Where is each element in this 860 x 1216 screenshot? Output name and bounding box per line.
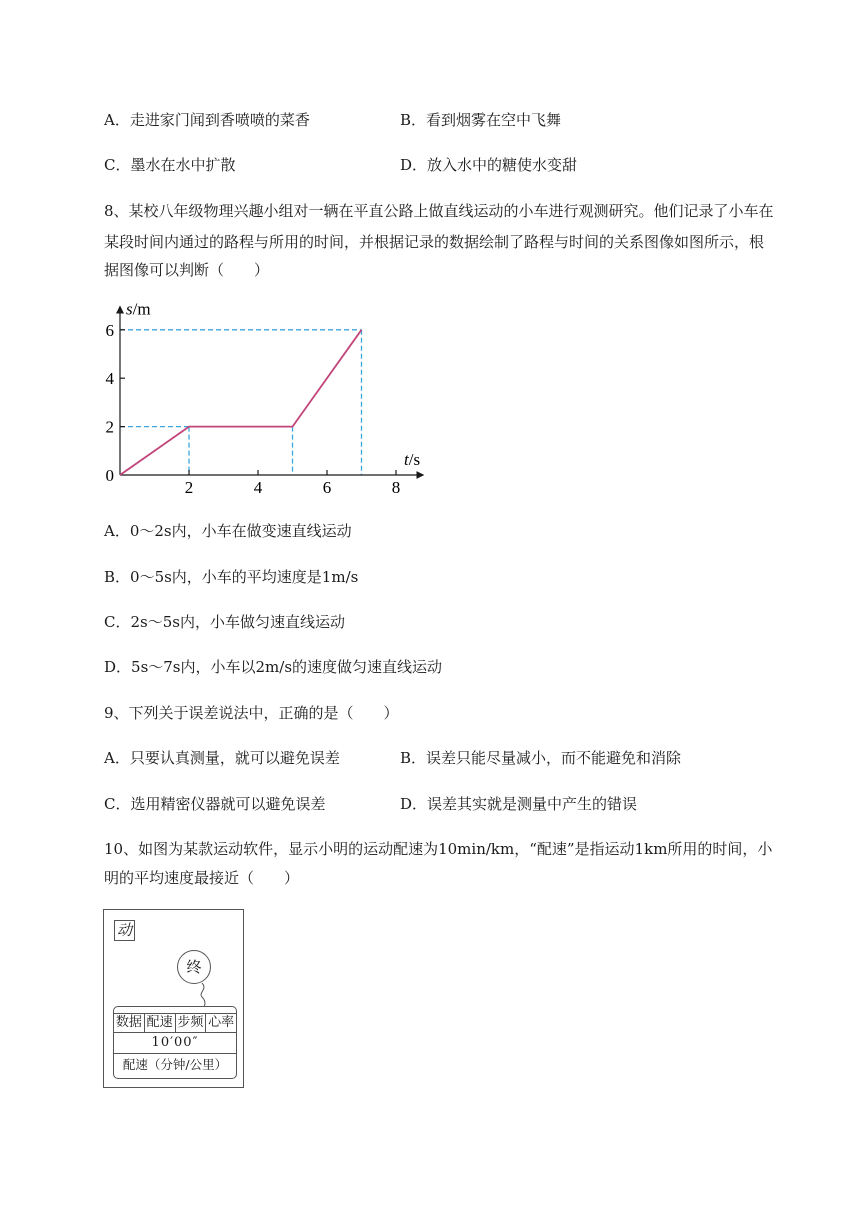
q7-option-a: A．走进家门闻到香喷喷的菜香 bbox=[104, 111, 310, 129]
q7-option-c: C．墨水在水中扩散 bbox=[104, 156, 236, 174]
end-button-tail bbox=[196, 983, 216, 1007]
y-tick-label-4: 4 bbox=[105, 369, 114, 389]
tab-data: 数据 bbox=[114, 1014, 145, 1032]
y-axis-unit: /m bbox=[132, 299, 151, 319]
x-axis-variable: t bbox=[404, 450, 409, 469]
stats-panel bbox=[113, 1006, 237, 1079]
q9-option-a: A．只要认真测量，就可以避免误差 bbox=[104, 749, 340, 767]
y-axis-label bbox=[126, 299, 151, 318]
q8-stem-line-2: 某段时间内通过的路程与所用的时间，并根据记录的数据绘制了路程与时间的关系图像如图所示，根 bbox=[104, 233, 765, 251]
pace-divider bbox=[114, 1053, 236, 1054]
stats-tabs bbox=[114, 1013, 236, 1033]
q9-stem: 9、下列关于误差说法中，正确的是（ ） bbox=[104, 704, 399, 722]
x-axis-label bbox=[404, 450, 420, 469]
x-tick-label-8: 8 bbox=[391, 478, 401, 497]
q8-option-c: C．2s～5s内，小车做匀速直线运动 bbox=[104, 613, 345, 631]
tab-cadence: 步频 bbox=[176, 1014, 207, 1032]
tab-heart-rate: 心率 bbox=[208, 1015, 235, 1030]
end-button: 终 bbox=[177, 950, 211, 984]
y-axis-variable: s bbox=[126, 299, 133, 319]
tab-pace: 配速 bbox=[145, 1014, 176, 1032]
q7-option-b: B．看到烟雾在空中飞舞 bbox=[400, 111, 562, 129]
q9-option-c: C．选用精密仪器就可以避免误差 bbox=[104, 795, 326, 813]
q9-option-d: D．误差其实就是测量中产生的错误 bbox=[400, 795, 638, 813]
q10-stem-line-1: 10、如图为某款运动软件，显示小明的运动配速为10min/km，“配速”是指运动1km所用的时间，小 bbox=[104, 840, 773, 858]
x-axis-unit: /s bbox=[408, 450, 421, 469]
y-tick-label-6: 6 bbox=[105, 320, 114, 340]
q8-stem-line-1: 8、某校八年级物理兴趣小组对一辆在平直公路上做直线运动的小车进行观测研究。他们记录了小车在 bbox=[104, 202, 774, 220]
x-tick-label-6: 6 bbox=[322, 478, 332, 497]
x-tick-label-2: 2 bbox=[184, 478, 194, 497]
running-app-screen bbox=[103, 909, 244, 1088]
app-logo: 动 bbox=[114, 920, 135, 941]
q8-option-a: A．0～2s内，小车在做变速直线运动 bbox=[104, 522, 352, 540]
distance-line bbox=[120, 330, 362, 475]
x-tick-label-4: 4 bbox=[253, 478, 263, 497]
q8-stem-line-3: 据图像可以判断（ ） bbox=[104, 261, 270, 279]
pace-caption: 配速（分钟/公里） bbox=[122, 1057, 228, 1072]
origin-label: 0 bbox=[105, 466, 114, 485]
y-tick-label-2: 2 bbox=[105, 417, 114, 437]
pace-value: 10′00″ bbox=[151, 1035, 199, 1050]
q8-option-d: D．5s～7s内，小车以2m/s的速度做匀速直线运动 bbox=[104, 658, 443, 676]
q9-option-b: B．误差只能尽量减小，而不能避免和消除 bbox=[400, 749, 682, 767]
distance-time-chart bbox=[95, 292, 425, 497]
q8-option-b: B．0～5s内，小车的平均速度是1m/s bbox=[104, 568, 359, 586]
q10-stem-line-2: 明的平均速度最接近（ ） bbox=[104, 869, 300, 887]
q7-option-d: D．放入水中的糖使水变甜 bbox=[400, 156, 578, 174]
